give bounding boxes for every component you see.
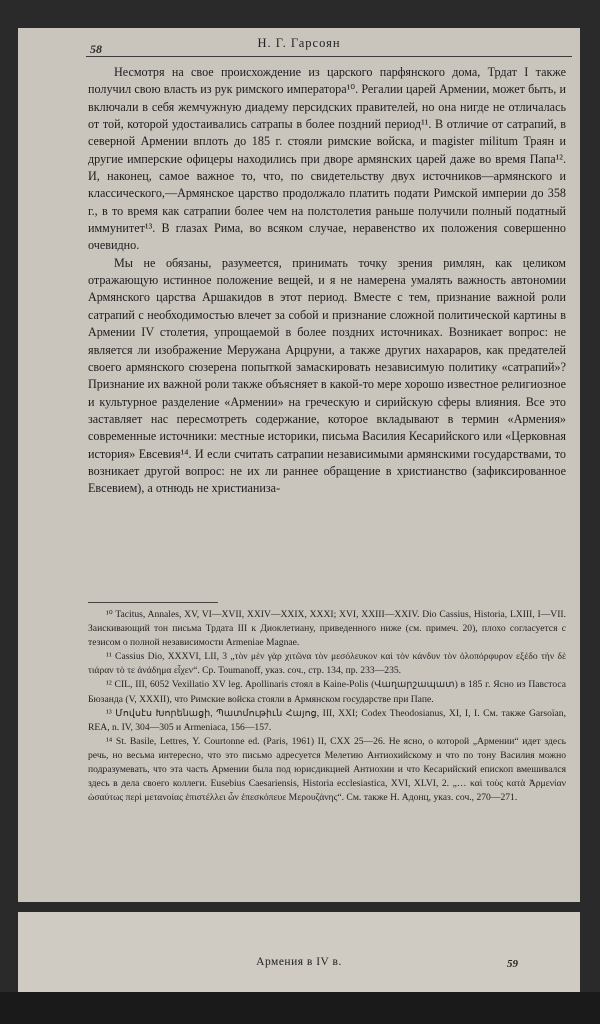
- footnote-13: ¹³ Մովսէս Խորենացի, Պատմութիւն Հայոց, III, XXI; Codex Theodosianus, XI, I, I. См. также Garsoïan, REA, n. IV, 304—305 и Armeniaca, 156—157.: [88, 707, 566, 733]
- paragraph-1: Несмотря на свое происхождение из царского парфянского дома, Трдат I также получил свою власть из рук римского императора¹⁰. Регалии царей Армении, может быть, и включали в себя жемчужную диадему персидских правителей, но она нигде не отличалась от той, которой удостаивались сатрапы в более поздний период¹¹. В отличие от сатрапий, в северной Армении вплоть до 185 г. стояли римские войска, и magister militum Траян и другие имперские офицеры находились при дворе армянских царей даже во время Папа¹². И, наконец, самое важное то, что, по свидетельству двух источников—армянского и классического,—Армянское царство продолжало платить подати Римской империи до 358 г., в то время как сатрапии более чем на полстолетия раньше получили полный податный иммунитет¹³. В глазах Рима, во всяком случае, неравенство их положения совершенно очевидно.: [88, 65, 566, 253]
- footnote-11: ¹¹ Cassius Dio, XXXVI, LII, 3 „τὸν μὲν γὰρ χιτῶνα τὸν μεσόλευκον καὶ τὸν κάνδυν τὸν ὁλοπόρφυρον εξέδο τὴν δὲ τιάραν τὸ τε ἀνάδημα εἶχεν“. Ср. Toumanoff, указ. соч., стр. 134, пр. 233—235.: [88, 651, 566, 677]
- footnote-12: ¹² CIL, III, 6052 Vexillatio XV leg. Apollinaris стоял в Kaine-Polis (Վաղարշապատ) в 185 г. Ясно из Павстоса Бюзанда (V, XXXII), что Римские войска стояли в Армянском государстве при Папе.: [88, 679, 566, 705]
- paragraph-2: Мы не обязаны, разумеется, принимать точку зрения римлян, как целиком отражающую истинное положение вещей, и я не намерена умалять важность автономии Армянского царства Аршакидов в этот период. Вместе с тем, признание важной роли сатрапий с необходимостью влечет за собой и признание сложной политической картины в Армении IV столетия, упрощаемой в более поздних источниках. Возникает вопрос: не является ли изображение Меружана Арцруни, а также других нахараров, как предателей своего армянского сюзерена попыткой замаскировать независимую политику «сатрапий»? Признание их важной роли также объясняет в какой-то мере хорошо известное религиозное и культурное разделение «Армении» на греческую и сирийскую сферы влияния. Все это заставляет нас пересмотреть содержание, которое вкладывают в термин «Армения» современные источники: местные историки, письма Василия Кесарийского или «Церковная история» Евсевия¹⁴. И если считать сатрапии независимыми армянскими государствами, то возникает другой вопрос: не их ли раннее обращение в христианство (зафиксированное Евсевием), а отнюдь не христианиза-: [88, 255, 566, 496]
- footnotes: [88, 608, 566, 805]
- header-rule: [86, 56, 572, 57]
- page-number: 58: [90, 42, 102, 56]
- book-page-58: [18, 28, 580, 902]
- bottom-bar: [0, 992, 600, 1024]
- running-head: Армения в IV в.: [256, 956, 342, 968]
- footnote-14: ¹⁴ St. Basile, Lettres, Y. Courtonne ed. (Paris, 1961) II, CXX 25—26. Не ясно, о которой „Армении“ идет здесь речь, но весьма интересно, что это письмо адресуется Мелетию Антиохийскому и что по тону Василия можно подразумевать, что эта часть Армении была под юрисдикцией Антиохии и что Кесарийский епископ вмешивался здесь в дела своего коллеги. Eusebius Caesariensis, Historia ecclesiastica, XVI, XLVI, 2. „… καὶ τοὺς κατὰ Ἀρμενίαν ὡσαύτως περὶ μετανοίας ἐπιστέλλει ὧν ἐπεσκόπευε Μερουζάνης“. См. также Н. Адонц, указ. соч., 270—271.: [88, 735, 566, 804]
- main-text: [88, 64, 566, 498]
- page-number: 59: [507, 958, 518, 970]
- footnote-10: ¹⁰ Tacitus, Annales, XV, VI—XVII, XXIV—XXIX, XXXI; XVI, XXIII—XXIV. Dio Cassius, Historia, LXIII, I—VII. Заискивающий тон письма Трдата III к Диоклетиану, приведенного ниже (см. примеч. 20), плохо согласуется с тезисом о полной независимости Armeniae Magnae.: [88, 609, 566, 649]
- running-head: Н. Г. Гарсоян: [257, 36, 341, 50]
- book-page-59: [18, 912, 580, 992]
- footnote-rule: [88, 602, 218, 603]
